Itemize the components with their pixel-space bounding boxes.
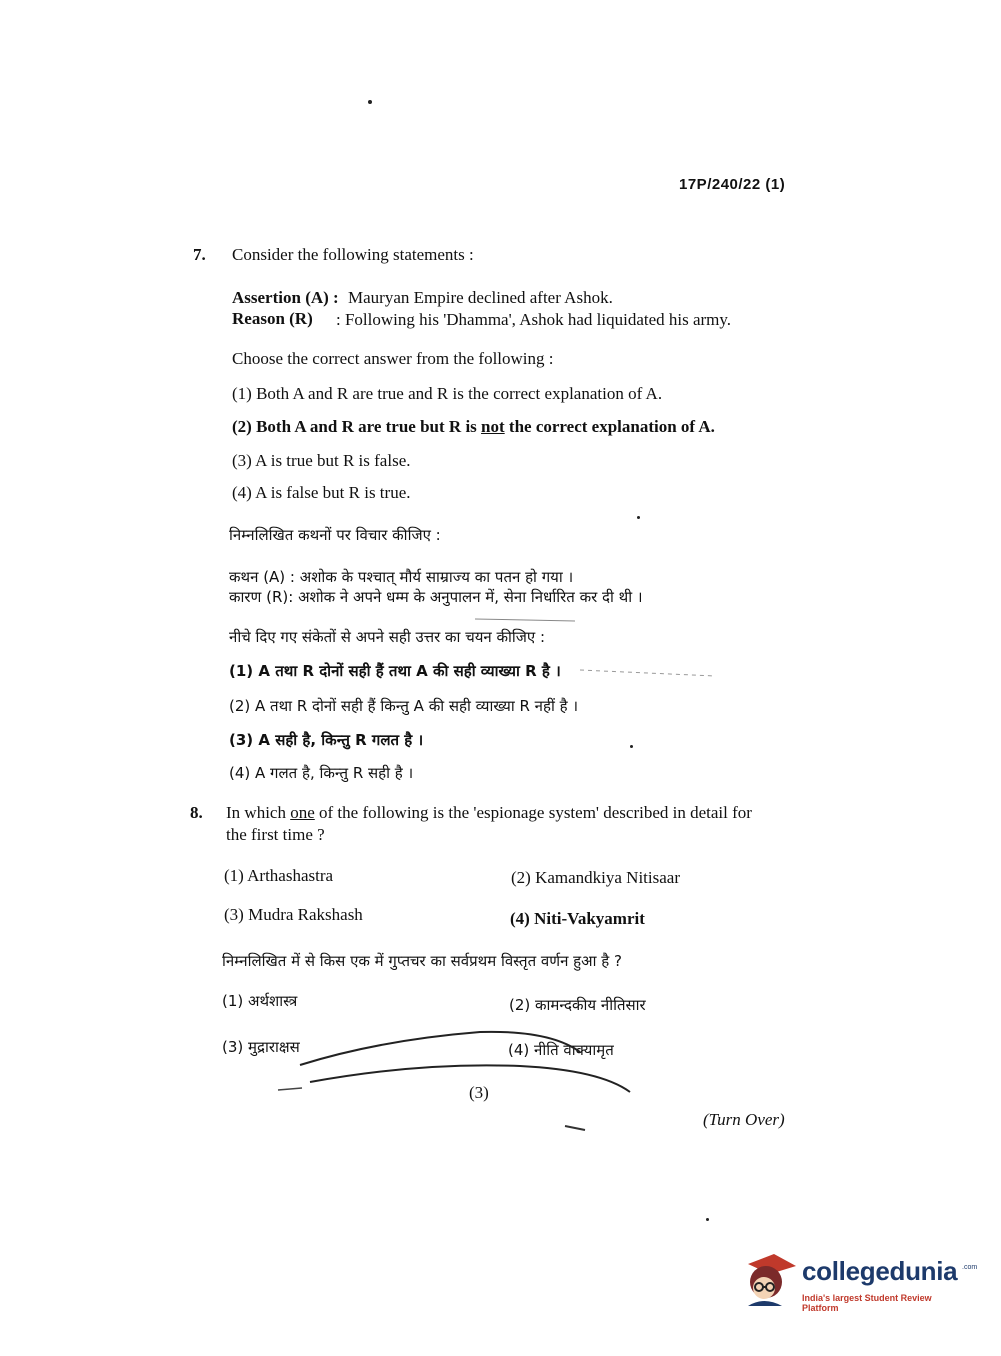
turn-over: (Turn Over) [703,1110,785,1129]
q8-option-4-hi: (4) नीति वाक्यामृत [508,1041,614,1059]
mascot-icon [740,1250,800,1310]
q8-option-2-en: (2) Kamandkiya Nitisaar [511,868,680,887]
q7-option-2-en-underlined: not [481,417,505,436]
q7-choose-en: Choose the correct answer from the following : [232,349,554,368]
q7-assertion-text: Mauryan Empire declined after Ashok. [348,288,613,307]
speck [637,516,640,519]
q8-option-1-en: (1) Arthashastra [224,866,334,885]
speck [630,745,633,748]
paper-code: 17P/240/22 (1) [679,176,786,193]
q8-option-3-hi: (3) मुद्राराक्षस [222,1038,300,1056]
page-number: (3) [469,1083,489,1102]
q7-option-1-hi: (1) A तथा R दोनों सही हैं तथा A की सही व्याख्या R है । [229,662,561,680]
q7-prompt-en: Consider the following statements : [232,245,474,264]
q7-option-1-en: (1) Both A and R are true and R is the correct explanation of A. [232,384,663,403]
q7-prompt-hi: निम्नलिखित कथनों पर विचार कीजिए : [229,526,441,544]
q7-option-2-en-part2: the correct explanation of A. [508,417,715,436]
brand-suffix: .com [962,1264,978,1271]
speck [368,100,372,104]
collegedunia-watermark [740,1250,978,1313]
q7-reason-label: Reason (R) [232,309,313,328]
q8-prompt-en-pre: In which [226,803,286,822]
q7-option-3-en: (3) A is true but R is false. [232,451,411,470]
q7-option-3-hi: (3) A सही है, किन्तु R गलत है । [229,731,424,749]
q7-reason-text: : Following his 'Dhamma', Ashok had liquidated his army. [336,310,732,329]
q7-option-2-en [232,417,715,437]
q8-prompt-en-line2: the first time ? [226,825,325,844]
q8-prompt-en [226,803,752,823]
q8-prompt-en-underlined: one [290,803,315,822]
q8-option-1-hi: (1) अर्थशास्त्र [222,992,298,1010]
speck [706,1218,709,1221]
q8-option-3-en: (3) Mudra Rakshash [224,905,363,924]
q7-assertion-hi: कथन (A) : अशोक के पश्चात् मौर्य साम्राज्य का पतन हो गया । [229,568,574,586]
q7-option-4-hi: (4) A गलत है, किन्तु R सही है । [229,764,414,782]
q7-assertion-label: Assertion (A) : [232,288,339,307]
question-number-7: 7. [193,245,206,264]
q7-option-4-en: (4) A is false but R is true. [232,483,411,502]
q7-reason-hi: कारण (R): अशोक ने अपने धम्म के अनुपालन में, सेना निर्धारित कर दी थी । [229,588,643,606]
question-number-8: 8. [190,803,203,822]
brand-tagline: India's largest Student Review Platform [802,1293,932,1313]
q8-prompt-en-post: of the following is the 'espionage system' described in detail for [319,803,752,822]
q8-option-4-en: (4) Niti-Vakyamrit [510,909,645,928]
q8-option-2-hi: (2) कामन्दकीय नीतिसार [509,996,646,1014]
brand-name: collegedunia [802,1256,958,1286]
q7-option-2-en-part1: (2) Both A and R are true but R is [232,417,477,436]
q8-prompt-hi: निम्नलिखित में से किस एक में गुप्तचर का सर्वप्रथम विस्तृत वर्णन हुआ है ? [222,952,622,970]
q7-choose-hi: नीचे दिए गए संकेतों से अपने सही उत्तर का चयन कीजिए : [229,628,546,646]
q7-option-2-hi: (2) A तथा R दोनों सही हैं किन्तु A की सही व्याख्या R नहीं है । [229,697,579,715]
